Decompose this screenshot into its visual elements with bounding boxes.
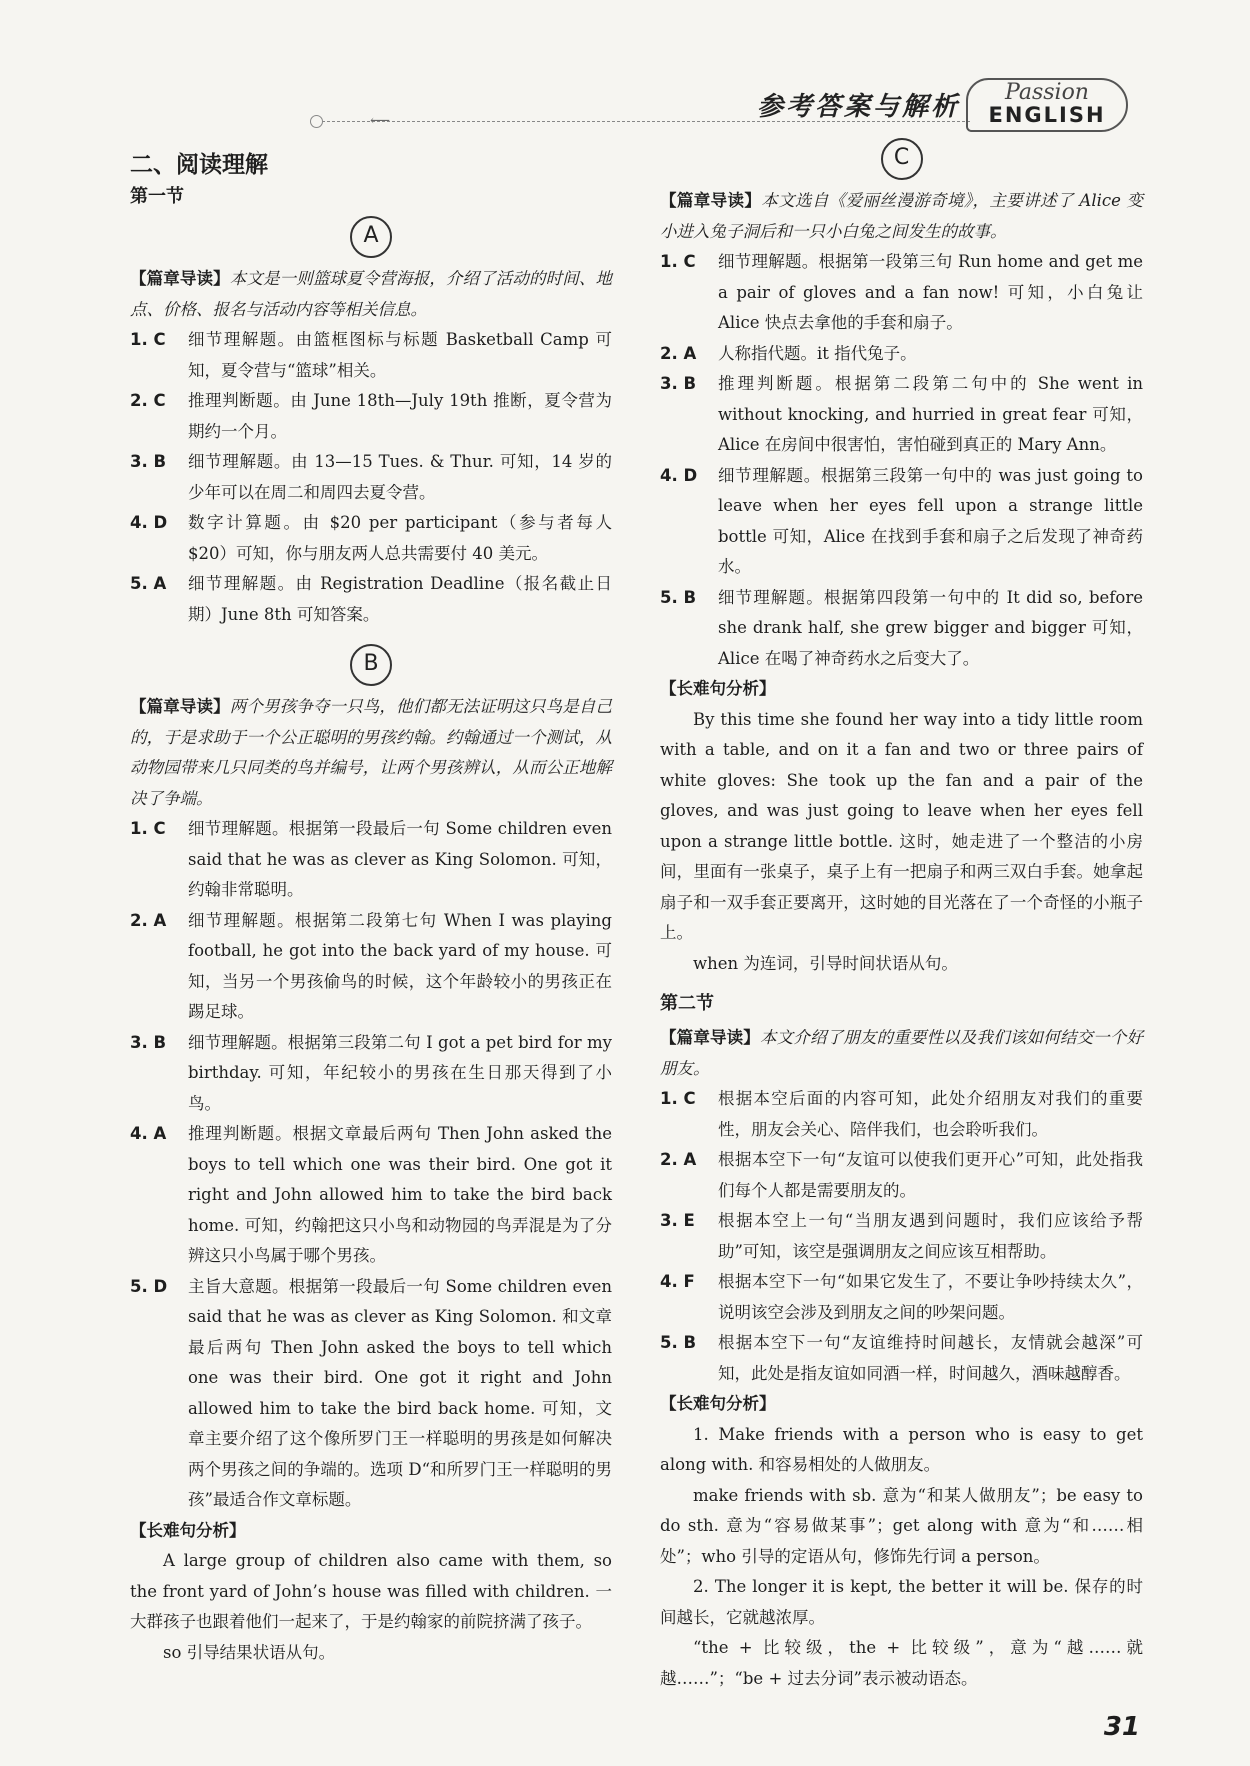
answer-item — [130, 906, 612, 1028]
passage-c-guide — [660, 186, 1143, 247]
answer-item — [130, 325, 612, 386]
passage-b-badge: B — [350, 644, 392, 686]
answer-number: 1. C — [130, 330, 166, 349]
answer-number: 3. E — [660, 1211, 695, 1230]
answer-item — [660, 1206, 1143, 1267]
answer-number: 3. B — [130, 1032, 167, 1052]
answer-explanation: 根据本空下一句“友谊维持时间越长，友情就会越深”可知，此处是指友谊如同酒一样，时间越久，酒味越醇香。 — [718, 1333, 1143, 1383]
answer-explanation: 细节理解题。由篮框图标与标题 Basketball Camp 可知，夏令营与“篮球”相关。 — [188, 330, 612, 380]
guide-label: 【篇章导读】 — [130, 269, 230, 288]
answer-number: 5. B — [660, 587, 697, 607]
answer-item — [660, 1328, 1143, 1389]
answer-number: 5. D — [130, 1276, 168, 1296]
answer-item — [660, 583, 1143, 675]
answer-number: 1. C — [660, 1089, 696, 1108]
guide-text: 本文是一则篮球夏令营海报，介绍了活动的时间、地点、价格、报名与活动内容等相关信息。 — [130, 269, 612, 319]
answer-item — [660, 339, 1143, 370]
answer-explanation: 推理判断题。由 June 18th—July 19th 推断，夏令营为期约一个月。 — [188, 391, 612, 441]
answer-number: 3. B — [660, 374, 697, 393]
analysis-note: so 引导结果状语从句。 — [163, 1642, 336, 1662]
logo-top-text: Passion — [1005, 80, 1089, 105]
answer-explanation: 细节理解题。根据第一段第三句 Run home and get me a pair of gloves and a fan now! 可知，小白兔让 Alice 快点去拿他的手套和扇子。 — [718, 252, 1143, 332]
answer-number: 2. A — [660, 343, 697, 363]
answer-number: 4. A — [130, 1124, 167, 1143]
answer-item — [660, 461, 1143, 583]
page-number: 31 — [1103, 1712, 1140, 1742]
guide-label: 【篇章导读】 — [660, 191, 762, 210]
answer-item — [660, 369, 1143, 461]
part2-guide — [660, 1023, 1143, 1084]
answer-number: 1. C — [660, 252, 696, 271]
answer-explanation: 根据本空上一句“当朋友遇到问题时，我们应该给予帮助”可知，该空是强调朋友之间应该互相帮助。 — [718, 1211, 1143, 1261]
answer-number: 1. C — [130, 819, 166, 838]
analysis-label: 【长难句分析】 — [660, 679, 776, 698]
analysis-label: 【长难句分析】 — [660, 1394, 776, 1413]
answer-item — [660, 1084, 1143, 1145]
answer-explanation: 根据本空下一句“如果它发生了，不要让争吵持续太久”，说明该空会涉及到朋友之间的吵架问题。 — [718, 1272, 1143, 1322]
guide-label: 【篇章导读】 — [660, 1028, 760, 1047]
passage-c-badge: C — [881, 138, 923, 180]
answer-explanation: 细节理解题。由 13—15 Tues. & Thur. 可知，14 岁的少年可以在周二和周四去夏令营。 — [188, 452, 612, 502]
answer-item — [130, 386, 612, 447]
answer-explanation: 细节理解题。根据第四段第一句中的 It did so, before she drank half, she grew bigger and bigger 可知，Alice 在喝了神奇药水之后变大了。 — [718, 587, 1143, 668]
answer-explanation: 细节理解题。由 Registration Deadline（报名截止日期）June 8th 可知答案。 — [188, 574, 612, 624]
answer-number: 4. D — [660, 465, 698, 485]
passage-a-guide — [130, 264, 612, 325]
answer-item — [130, 1272, 612, 1516]
answer-number: 5. A — [130, 574, 167, 593]
answer-item — [130, 508, 612, 569]
answer-explanation: 人称指代题。it 指代兔子。 — [718, 343, 917, 363]
answer-item — [130, 1119, 612, 1272]
answer-item — [130, 814, 612, 906]
analysis-sentence-1: 1. Make friends with a person who is easy to get along with. 和容易相处的人做朋友。 — [660, 1424, 1143, 1474]
answer-explanation: 根据本空下一句“友谊可以使我们更开心”可知，此处指我们每个人都是需要朋友的。 — [718, 1150, 1143, 1200]
analysis-sentence: By this time she found her way into a tidy little room with a table, and on it a fan and two or three pairs of white gloves: She took up the fan and a pair of the gloves, and was just going to leave when her eyes fell upon a strange little bottle. 这时，她走进了一个整洁的小房间，里面有一张桌子，桌子上有一把扇子和两三双白手套。她拿起扇子和一双手套正要离开，这时她的目光落在了一个奇怪的小瓶子上。 — [660, 709, 1143, 942]
passage-b-guide — [130, 692, 612, 814]
right-column — [660, 145, 1144, 1694]
answer-number: 5. B — [660, 1333, 697, 1352]
answer-item — [130, 447, 612, 508]
answer-explanation: 数字计算题。由 $20 per participant（参与者每人 $20）可知，你与朋友两人总共需要付 40 美元。 — [188, 513, 612, 563]
analysis-sentence-2: 2. The longer it is kept, the better it will be. 保存的时间越长，它就越浓厚。 — [660, 1577, 1143, 1627]
answer-explanation: 推理判断题。根据第二段第二句中的 She went in without knocking, and hurried in great fear 可知，Alice 在房间中很害怕，害怕碰到真正的 Mary Ann。 — [718, 374, 1143, 454]
answer-item — [660, 1267, 1143, 1328]
guide-text: 本文介绍了朋友的重要性以及我们该如何结交一个好朋友。 — [660, 1028, 1144, 1078]
answer-number: 2. C — [130, 391, 166, 410]
answer-number: 4. D — [130, 513, 168, 532]
section-title: 二、阅读理解 — [130, 152, 268, 178]
answer-number: 4. F — [660, 1272, 695, 1291]
answer-explanation: 推理判断题。根据文章最后两句 Then John asked the boys to tell which one was their bird. One got it right and John allowed him to take the bird back home. 可知，约翰把这只小鸟和动物园的鸟弄混是为了分辨这只小鸟属于哪个男孩。 — [188, 1124, 612, 1265]
page-header — [310, 78, 1140, 134]
analysis-label: 【长难句分析】 — [130, 1520, 246, 1540]
guide-label: 【篇章导读】 — [130, 697, 230, 716]
passage-a-badge: A — [350, 216, 392, 258]
answer-item — [660, 247, 1143, 339]
logo-bottom-text: ENGLISH — [988, 103, 1106, 127]
answer-explanation: 细节理解题。根据第三段第一句中的 was just going to leave when her eyes fell upon a strange little bottle 可知，Alice 在找到手套和扇子之后发现了神奇药水。 — [718, 465, 1143, 576]
part-title: 第一节 — [130, 186, 184, 207]
answer-number: 3. B — [130, 452, 167, 471]
answer-number: 2. A — [660, 1150, 697, 1169]
analysis-note-2: “the + 比较级，the + 比较级”，意为“越……就越……”；“be + 过去分词”表示被动语态。 — [660, 1638, 1143, 1688]
header-circle-icon — [310, 115, 323, 128]
answer-number: 2. A — [130, 910, 167, 930]
part2-title: 第二节 — [660, 993, 714, 1014]
left-column — [130, 148, 612, 1668]
header-title: 参考答案与解析 — [756, 92, 960, 122]
answer-explanation: 细节理解题。根据第三段第二句 I got a pet bird for my birthday. 可知，年纪较小的男孩在生日那天得到了小鸟。 — [188, 1032, 612, 1113]
guide-text: 本文选自《爱丽丝漫游奇境》，主要讲述了 Alice 变小进入兔子洞后和一只小白兔之间发生的故事。 — [660, 191, 1144, 241]
analysis-sentence: A large group of children also came with them, so the front yard of John’s house was filled with children. 一大群孩子也跟着他们一起来了，于是约翰家的前院挤满了孩子。 — [130, 1551, 612, 1631]
analysis-note-1: make friends with sb. 意为“和某人做朋友”；be easy to do sth. 意为“容易做某事”；get along with 意为“和……相处”；who 引导的定语从句，修饰先行词 a person。 — [660, 1485, 1143, 1566]
answer-item — [130, 569, 612, 630]
answer-explanation: 根据本空后面的内容可知，此处介绍朋友对我们的重要性，朋友会关心、陪伴我们，也会聆听我们。 — [718, 1089, 1143, 1139]
header-arrow-icon: ⟵ — [370, 113, 391, 129]
answer-explanation: 细节理解题。根据第一段最后一句 Some children even said that he was as clever as King Solomon. 可知，约翰非常聪明。 — [188, 819, 612, 899]
analysis-note: when 为连词，引导时间状语从句。 — [693, 953, 958, 973]
guide-text: 两个男孩争夺一只鸟，他们都无法证明这只鸟是自己的，于是求助于一个公正聪明的男孩约翰。约翰通过一个测试，从动物园带来几只同类的鸟并编号，让两个男孩辨认，从而公正地解决了争端。 — [130, 697, 612, 808]
answer-item — [660, 1145, 1143, 1206]
answer-explanation: 主旨大意题。根据第一段最后一句 Some children even said that he was as clever as King Solomon. 和文章最后两句 Then John asked the boys to tell which one was their bird. One got it right and John allowed him to take the bird back home. 可知，文章主要介绍了这个像所罗门王一样聪明的男孩是如何解决两个男孩之间的争端的。选项 D“和所罗门王一样聪明的男孩”最适合作文章标题。 — [188, 1276, 612, 1509]
answer-explanation: 细节理解题。根据第二段第七句 When I was playing football, he got into the back yard of my house. 可知，当另一个男孩偷鸟的时候，这个年龄较小的男孩正在踢足球。 — [188, 910, 612, 1021]
passion-english-logo — [966, 78, 1128, 132]
answer-item — [130, 1028, 612, 1120]
